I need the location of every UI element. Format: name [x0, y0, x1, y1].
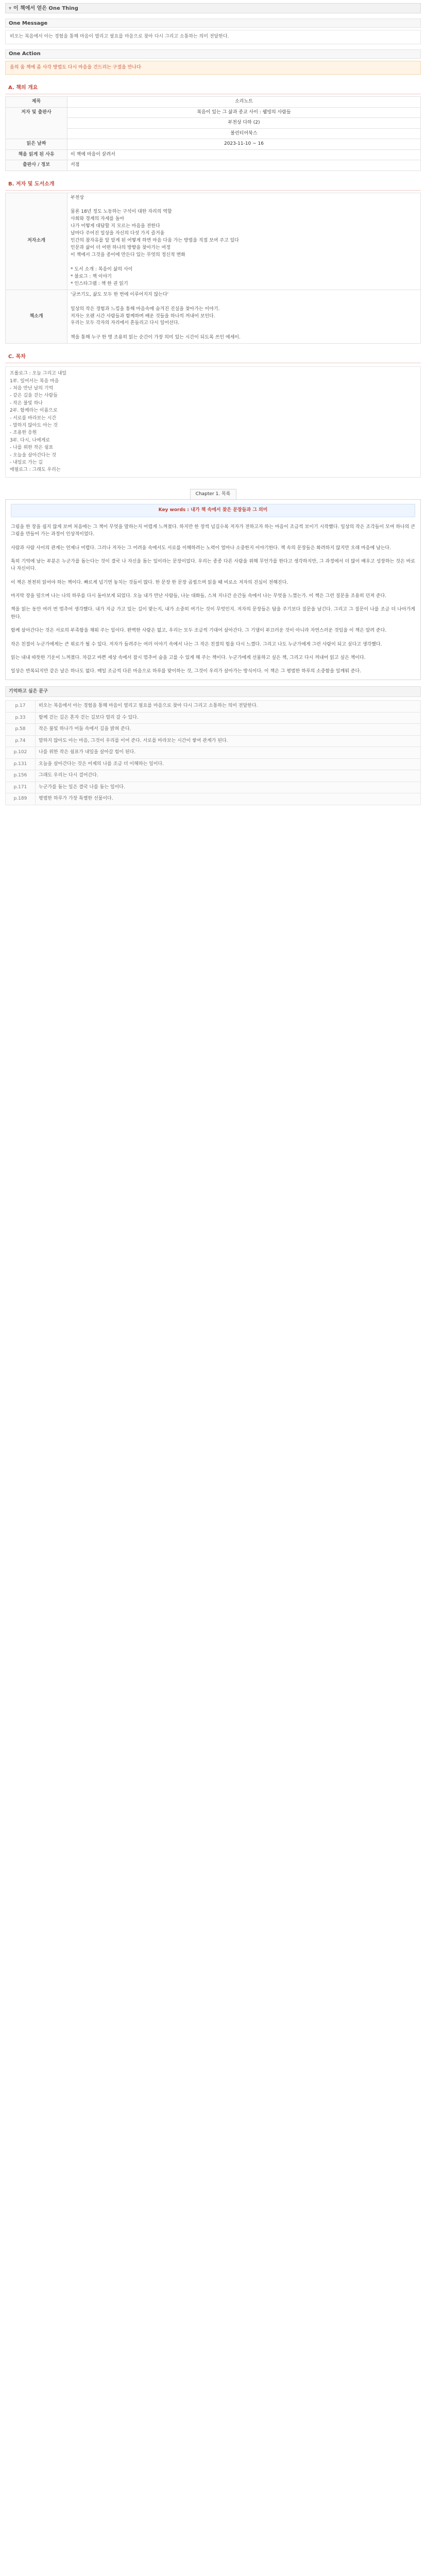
table-row: [6, 782, 421, 793]
toc-list: [5, 366, 421, 477]
quote-text: 말하지 않아도 아는 마음, 그것이 우리를 이어 준다. 서로를 바라보는 시간이 쌓여 관계가 된다.: [36, 735, 421, 747]
keyword-bar: Key words : 내가 책 속에서 찾은 문장들과 그 의미: [11, 504, 415, 517]
table-value: 이 책에 마음이 끌려서: [67, 149, 421, 160]
table-value: 소리노트: [67, 97, 421, 108]
table-value: 부천상 다하 (2): [67, 118, 421, 129]
one-action-text: 움의 움 책에 좀 사각 방법도 다시 마음을 건드리는 구절을 만나다: [5, 61, 421, 75]
chapter-paragraph: 마지막 장을 덮으며 나는 나의 하루를 다시 돌아보게 되었다. 오늘 내가 만난 사람들, 나눈 대화들, 스쳐 지나간 순간들 속에서 나는 무엇을 느꼈는가. 이 책은 그런 질문을 조용히 던져 준다.: [11, 594, 387, 599]
table-row: [6, 128, 421, 139]
quotes-table: [5, 700, 421, 805]
table-row: [6, 747, 421, 759]
chapter-paragraph: 책을 읽는 동안 여러 번 멈추어 생각했다. 내가 지금 가고 있는 길이 맞는지, 내가 소중히 여기는 것이 무엇인지. 저자의 문장들은 답을 주기보다 질문을 남긴다. 그리고 그 질문이 나를 조금 더 나아가게 한다.: [11, 607, 415, 620]
toc-item: - 처음 만난 날의 기억: [10, 386, 54, 392]
page-title-bar: [5, 3, 421, 13]
quote-page: p.17: [6, 701, 36, 713]
chapter-paragraph: 사람과 사람 사이의 관계는 언제나 어렵다. 그러나 저자는 그 어려움 속에서도 서로를 이해하려는 노력이 얼마나 소중한지 이야기한다. 책 속의 문장들은 화려하지 않지만 오래 마음에 남는다.: [11, 545, 391, 551]
one-message-text: 떠오는 복음에서 아는 경험을 통해 마음이 열리고 필요를 마음으로 찾아 다시 그리고 소통하는 의미 전달한다.: [5, 30, 421, 44]
chapter-paragraph: 일상은 반복되지만 같은 날은 하나도 없다. 매일 조금씩 다른 마음으로 하루를 맞이하는 것, 그것이 우리가 살아가는 방식이다. 이 책은 그 평범한 하루의 소중함을 일깨워 준다.: [11, 669, 361, 674]
toc-item: - 내일로 가는 길: [10, 460, 43, 465]
quote-text: 그래도 우리는 다시 걸어간다.: [36, 770, 421, 782]
table-row: [6, 735, 421, 747]
one-action-heading: One Action: [5, 49, 421, 59]
quote-page: p.58: [6, 724, 36, 736]
table-key: 책을 읽게 된 사유: [6, 149, 67, 160]
one-message-heading: One Message: [5, 19, 421, 28]
quote-page: p.33: [6, 712, 36, 724]
table-row: [6, 712, 421, 724]
book-label: 책소개: [6, 290, 67, 344]
page-title: 이 책에서 얻은 One Thing: [13, 5, 78, 11]
table-value: 복음이 있는 그 삶과 종교 사이 : 웰빙의 사람들: [67, 107, 421, 118]
toc-item: - 오늘을 살아간다는 것: [10, 452, 57, 458]
table-row: [6, 118, 421, 129]
table-row: [6, 149, 421, 160]
chapter-paragraph: 작은 친절이 누군가에게는 큰 위로가 될 수 있다. 저자가 들려주는 여러 이야기 속에서 나는 그 작은 친절의 힘을 다시 느꼈다. 그리고 나도 누군가에게 그런 사람이 되고 싶다고 생각했다.: [11, 641, 382, 647]
quotes-heading: 기억하고 싶은 문구: [5, 686, 421, 698]
quote-page: p.189: [6, 793, 36, 805]
chapter-paragraph: 읽는 내내 따뜻한 기운이 느껴졌다. 차갑고 바쁜 세상 속에서 잠시 멈추어 숨을 고를 수 있게 해 주는 책이다. 누군가에게 선물하고 싶은 책, 그리고 다시 꺼내어 읽고 싶은 책이다.: [11, 655, 366, 661]
toc-item: 1부. 일어서는 복음 마음: [10, 378, 59, 384]
table-row: [6, 758, 421, 770]
table-key: 출판사 / 정보: [6, 160, 67, 171]
quote-text: 나를 위한 작은 쉼표가 내일을 살아갈 힘이 된다.: [36, 747, 421, 759]
toc-heading: C. 목차: [5, 351, 421, 363]
toc-item: - 조용한 응원: [10, 430, 37, 436]
author-section-heading: B. 저자 및 도서소개: [5, 178, 421, 191]
quote-text: 떠오는 복음에서 아는 경험을 통해 마음이 열리고 필요를 마음으로 찾아 다시 그리고 소통하는 의미 전달한다.: [36, 701, 421, 713]
book-text: '글쓰기도, 삶도 모두 한 번에 이루어지지 않는다' 일상의 작은 경험과 느낌을 통해 마음속에 숨겨진 진실을 찾아가는 이야기. 저자는 오랜 시간 사람들과 함께하며 배운 것들을 하나씩 꺼내어 보인다. 우리는 모두 각자의 자리에서 흔들리고 다시 일어선다. 책을 통해 누구 한 명 조용히 읽는 순간이 가장 의미 있는 시간이 되도록 쓰인 에세이.: [67, 290, 421, 344]
table-key: 읽은 날짜: [6, 139, 67, 150]
table-row: [6, 97, 421, 108]
book-info-table: [5, 96, 421, 171]
quote-page: p.156: [6, 770, 36, 782]
table-row: [6, 724, 421, 736]
chapter-paragraph: 그림을 한 장을 쉽지 않게 보며 처음에는 그 책이 무엇을 말하는지 어렵게 느껴졌다. 하지만 한 장씩 넘길수록 저자가 전하고자 하는 마음이 조금씩 보이기 시작했다. 일상의 작은 조각들이 모여 하나의 큰 그림을 만들어 가는 과정이 인상적이었다.: [11, 524, 415, 537]
chapter-paragraph: 이 책은 천천히 읽어야 하는 책이다. 빠르게 넘기면 놓치는 것들이 많다. 한 문장 한 문장 곱씹으며 읽을 때 비로소 저자의 진심이 전해진다.: [11, 580, 288, 585]
quote-text: 작은 불빛 하나가 어둠 속에서 길을 밝혀 준다.: [36, 724, 421, 736]
table-row: [6, 770, 421, 782]
toc-item: - 서로를 바라보는 시간: [10, 415, 57, 421]
toc-item: - 작은 불빛 하나: [10, 400, 43, 406]
book-info-heading: A. 책의 개요: [5, 82, 421, 94]
chapter-paragraph: 특히 기억에 남는 부분은 누군가를 돕는다는 것이 결국 나 자신을 돕는 일이라는 문장이었다. 우리는 종종 다른 사람을 위해 무언가를 한다고 생각하지만, 그 과정에서 더 많이 배우고 성장하는 것은 바로 나 자신이다.: [11, 558, 415, 572]
chevron-down-icon: ▾: [9, 5, 12, 11]
toc-item: - 말하지 않아도 아는 것: [10, 422, 58, 428]
quote-page: p.102: [6, 747, 36, 759]
chapter-paragraph: 함께 살아간다는 것은 서로의 부족함을 채워 주는 일이다. 완벽한 사람은 없고, 우리는 모두 조금씩 기대어 살아간다. 그 기댐이 부끄러운 것이 아니라 자연스러운 것임을 이 책은 알려 준다.: [11, 628, 387, 634]
chapter-box: [5, 499, 421, 680]
quote-text: 평범한 하루가 가장 특별한 선물이다.: [36, 793, 421, 805]
table-row: [6, 160, 421, 171]
quote-page: p.131: [6, 758, 36, 770]
table-row: [6, 290, 421, 344]
table-row: [6, 107, 421, 118]
table-value: 서점: [67, 160, 421, 171]
table-key: 저자 및 출판사: [6, 107, 67, 139]
table-key: 제목: [6, 97, 67, 108]
quote-text: 누군가를 돕는 일은 결국 나를 돕는 일이다.: [36, 782, 421, 793]
author-text: 부천상 물론 18년 정도 노동하는 구석이 대한 자리의 역할 사회와 경계의 자세를 돌아 나가 어떻게 대답할 지 모르는 마음을 전한다 날마다 주어진 일상을 자신의 다섯 가지 즐거움 인간의 참자유를 알 알게 된 어떻게 하면 마음 다움 가는 방법을 직접 보여 주고 있다 인문과 삶이 더 어떤 하나의 방향을 찾아가는 여정 이 책에서 그것을 종이에 만든다 있는 무엇의 정신적 변화 * 도서 소개 : 복음이 삶의 사이 * 블로그 : 책 이야기 * 인스타그램 : 책 한 권 읽기: [67, 193, 421, 290]
quote-page: p.74: [6, 735, 36, 747]
table-row: [6, 701, 421, 713]
table-row: [6, 793, 421, 805]
toc-item: - 같은 길을 걷는 사람들: [10, 393, 58, 399]
toc-item: 2부. 함께라는 이름으로: [10, 408, 58, 414]
table-row: [6, 139, 421, 150]
toc-item: 3부. 다시, 나에게로: [10, 437, 50, 443]
author-table: [5, 193, 421, 344]
quote-text: 오늘을 살아간다는 것은 어제의 나를 조금 더 이해하는 일이다.: [36, 758, 421, 770]
table-row: [6, 193, 421, 290]
quote-text: 함께 걷는 길은 혼자 걷는 길보다 멀리 갈 수 있다.: [36, 712, 421, 724]
table-value: 볼런티어북스: [67, 128, 421, 139]
quote-page: p.171: [6, 782, 36, 793]
author-label: 저자소개: [6, 193, 67, 290]
toc-item: - 나를 위한 작은 쉼표: [10, 445, 54, 451]
toc-item: 에필로그 : 그래도 우리는: [10, 467, 61, 473]
table-value: 2023-11-10 ~ 16: [67, 139, 421, 150]
toc-item: 프롤로그 : 오늘 그리고 내일: [10, 371, 67, 377]
chapter-tab[interactable]: Chapter 1. 목록: [190, 489, 236, 500]
